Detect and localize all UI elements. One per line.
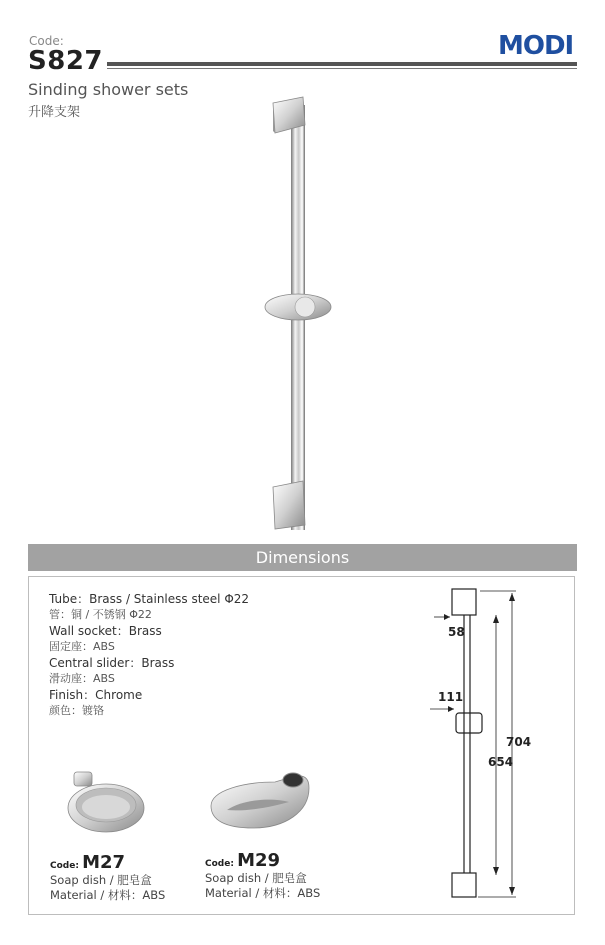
- accessory-m27-desc: Soap dish / 肥皂盒: [50, 873, 152, 887]
- accessory-m29-code: M29: [237, 850, 281, 871]
- accessory-m29-desc: Soap dish / 肥皂盒: [205, 871, 307, 885]
- spec-slider-cn: 滑动座：ABS: [49, 672, 115, 685]
- spec-finish-cn: 颜色：镀铬: [49, 704, 104, 717]
- accessory-m29-code-line: [205, 850, 320, 871]
- accessory-m27-code: M27: [82, 852, 126, 873]
- soap-dish-m27-image: [60, 768, 150, 840]
- spec-wall-socket-cn: 固定座：ABS: [49, 640, 115, 653]
- spec-tube-en: Tube：Brass / Stainless steel Φ22: [49, 592, 250, 606]
- spec-wall-socket-en: Wall socket：Brass: [49, 624, 162, 638]
- dim-111: 111: [438, 690, 464, 704]
- product-code: S827: [28, 46, 103, 76]
- accessory-m27-code-line: [50, 852, 165, 873]
- accessory-m27-code-label: Code:: [50, 861, 79, 871]
- accessory-m27: [50, 852, 165, 903]
- dim-704: 704: [506, 735, 532, 749]
- accessory-m29-material: Material / 材料：ABS: [205, 886, 321, 900]
- shower-rail-image: [255, 95, 355, 535]
- accessory-m29-code-label: Code:: [205, 859, 234, 869]
- accessory-m27-material: Material / 材料：ABS: [50, 888, 166, 902]
- code-label: Code:: [29, 34, 64, 48]
- product-name-cn: 升降支架: [28, 105, 81, 120]
- spec-slider-en: Central slider：Brass: [49, 656, 175, 670]
- dimensions-banner: Dimensions: [28, 544, 577, 571]
- accessory-m29: [205, 850, 320, 901]
- dim-654: 654: [488, 755, 514, 769]
- brand-logo: MODI: [498, 31, 574, 61]
- title-rule: [107, 62, 577, 71]
- soap-dish-m29-image: [205, 768, 315, 834]
- technical-drawing: [420, 585, 540, 905]
- spec-tube-cn: 管：铜 / 不锈钢 Φ22: [49, 608, 152, 621]
- dim-58: 58: [448, 625, 465, 639]
- spec-finish-en: Finish：Chrome: [49, 688, 143, 702]
- product-name-en: Sinding shower sets: [28, 80, 189, 99]
